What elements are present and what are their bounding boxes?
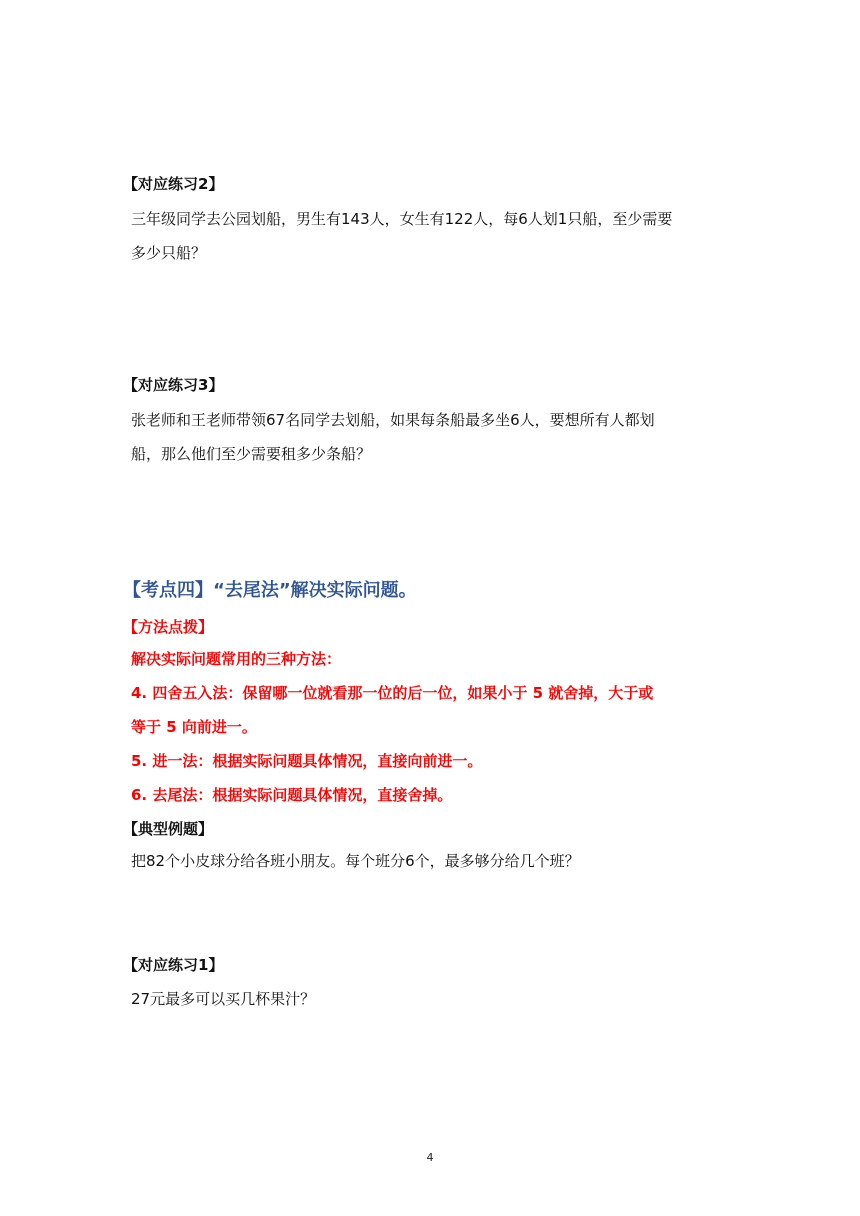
practice-2-heading: 【对应练习2】 (123, 175, 224, 193)
practice-1-text: 27元最多可以买几杯果汁？ (131, 990, 316, 1008)
example (123, 818, 732, 878)
practice-1 (123, 954, 732, 1016)
page-number: 4 (426, 1151, 434, 1164)
practice-3 (123, 374, 732, 471)
method-item-4-line-1: 4. 四舍五入法：保留哪一位就看那一位的后一位，如果小于 5 就舍掉，大于或 (131, 684, 654, 702)
method-box (123, 616, 732, 812)
method-item-5: 5. 进一法：根据实际问题具体情况，直接向前进一。 (131, 752, 483, 770)
example-text: 把82个小皮球分给各班小朋友。每个班分6个，最多够分给几个班？ (131, 852, 580, 870)
practice-3-heading: 【对应练习3】 (123, 376, 224, 394)
practice-3-line-1: 张老师和王老师带领67名同学去划船，如果每条船最多坐6人，要想所有人都划 (131, 411, 655, 429)
practice-2-line-1: 三年级同学去公园划船，男生有143人，女生有122人，每6人划1只船，至少需要 (131, 210, 673, 228)
practice-3-question (131, 403, 732, 471)
practice-2-question (131, 202, 732, 270)
section-4 (123, 576, 732, 602)
practice-3-line-2: 船，那么他们至少需要租多少条船？ (131, 445, 372, 463)
method-heading: 【方法点拨】 (123, 618, 214, 636)
example-heading: 【典型例题】 (123, 820, 214, 838)
practice-2 (123, 173, 732, 270)
method-item-6: 6. 去尾法：根据实际问题具体情况，直接舍掉。 (131, 786, 453, 804)
method-item-4-line-2: 等于 5 向前进一。 (131, 718, 257, 736)
section-4-title: 【考点四】“去尾法”解决实际问题。 (123, 580, 417, 601)
practice-1-heading: 【对应练习1】 (123, 956, 224, 974)
method-intro: 解决实际问题常用的三种方法： (131, 650, 342, 668)
practice-2-line-2: 多少只船？ (131, 244, 207, 262)
